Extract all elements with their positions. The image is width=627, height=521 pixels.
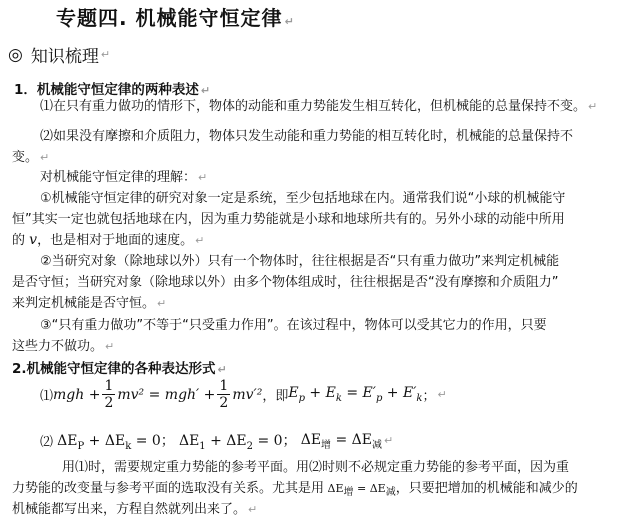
line-text: 恒”其实一定也就包括地球在内，因为重力势能就是小球和地球所共有的。另外小球的动能中所用 [12,212,565,227]
paragraph-mark: ↵ [200,84,211,97]
equation-symbol: ΔE [57,433,78,449]
paragraph-point-1-line3 [12,231,204,250]
paragraph-mark: ↵ [157,297,167,310]
line-text: ②当研究对象（除地球以外）只有一个物体时，往往根据是否“只有重力做功”来判定机械能 [40,254,560,269]
paragraph-mark: ↵ [384,434,394,448]
equation-delta-pk [57,430,175,452]
equation-subscript: 1 [199,440,206,452]
paragraph-point-3-line2 [12,337,114,356]
line-text: 这些力不做功。 [12,339,104,354]
equation-symbol: = 0； [131,433,175,449]
paragraph-mark: ↵ [437,388,447,401]
line-text: ①机械能守恒定律的研究对象一定是系统，至少包括地球在内。通常我们说“小球的机械能守 [40,191,566,206]
paragraph-mark: ↵ [248,503,258,516]
line-text: ，也是相对于地面的速度。 [37,233,194,248]
line-text: 机械能都写出来，方程自然就列出来了。 [12,502,247,517]
equation-1 [40,378,447,411]
equation-subscript: 减 [372,439,383,451]
equation-subscript: 增 [321,439,332,451]
paragraph-mark: ↵ [40,151,50,164]
paragraph-mark: ↵ [588,100,598,113]
equation-energy-sum: $E_p + E_k = E'_p + E'_k$ [288,385,423,404]
equation-delta-12 [179,430,297,452]
paragraph-point-1-line1 [40,189,565,208]
equation-symbol: ΔE [178,433,200,449]
paragraph-usage-line1 [62,458,569,477]
equation-2 [40,430,393,452]
fraction-half [217,378,230,411]
paragraph-mark: ↵ [217,363,227,376]
equation-symbol: = ΔE [353,482,386,495]
paragraph-statement-1 [40,97,597,116]
paragraph-point-2-line1 [40,252,559,271]
equation-subscript: k [125,440,132,452]
equation-term: mgh + [53,386,101,403]
line-text: ，只要把增加的机械能和减少的 [395,481,578,496]
line-text: 力势能的改变量与参考平面的选取没有关系。尤其是用 [12,481,325,496]
inline-equation [324,482,396,499]
paragraph-mark: ↵ [284,15,295,28]
title-text: 专题四. 机械能守恒定律 [56,6,283,30]
paragraph-mark: ↵ [198,171,208,184]
section-label: 知识梳理 [30,47,99,67]
line-text: 是否守恒；当研究对象（除地球以外）由多个物体组成时，往往根据是否“没有摩擦和介质阻力” [12,275,559,290]
paragraph-statement-2-line1 [40,127,573,146]
double-circle-icon: ◎ [8,44,23,65]
heading-text: 2.机械能守恒定律的各种表达形式 [12,361,216,377]
line-text: 变。 [12,150,39,165]
paragraph-point-3-line1 [40,316,547,335]
equation-subscript: P [77,440,85,452]
line-text: 的 [12,233,26,248]
paragraph-usage-line2 [12,479,578,502]
line-text: ⑵如果没有摩擦和介质阻力，物体只发生动能和重力势能的相互转化时，机械能的总量保持不 [40,129,574,144]
equation-label: ⑴ [40,389,54,404]
fraction-numerator: 1 [219,378,229,394]
paragraph-mark: ↵ [100,48,111,61]
fraction-denominator: 2 [219,395,229,411]
fraction-numerator: 1 [104,378,114,394]
page-title [56,2,295,31]
line-text: 对机械能守恒定律的理解： [40,170,197,185]
line-text: ⑴在只有重力做功的情形下，物体的动能和重力势能发生相互转化，但机械能的总量保持不变。 [40,99,587,114]
paragraph-point-2-line2 [12,273,558,292]
equation-delta-increase-decrease [301,432,382,451]
equation-separator: ，即 [262,389,289,404]
equation-symbol: ΔE [300,431,322,448]
section-heading [8,42,110,67]
equation-subscript: 减 [385,487,396,499]
equation-term: mv′² [232,386,263,403]
line-text: ③“只有重力做功”不等于“只受重力作用”。在该过程中，物体可以受其它力的作用，只要 [40,318,547,333]
equation-symbol: ΔE [327,482,344,495]
fraction-half [102,378,115,411]
paragraph-usage-line3 [12,500,257,519]
line-text: 用⑴时，需要规定重力势能的参考平面。用⑵时则不必规定重力势能的参考平面，因为重 [62,460,570,475]
paragraph-mark: ↵ [105,340,115,353]
equation-tail: ； [422,389,436,404]
heading-two-statements [14,78,210,98]
equation-symbol: + ΔE [205,433,247,449]
equation-symbol: = 0； [253,433,297,449]
paragraph-mark: ↵ [195,234,205,247]
paragraph-point-1-line2 [12,210,565,229]
equation-subscript: 增 [343,487,354,499]
line-text: 来判定机械能是否守恒。 [12,296,156,311]
heading-text: 1．机械能守恒定律的两种表述 [14,82,199,98]
equation-label: ⑵ [40,435,54,451]
velocity-symbol: v [29,232,38,248]
fraction-denominator: 2 [104,395,114,411]
equation-term: mv² = mgh′ + [117,386,216,403]
equation-symbol: = ΔE [331,431,373,448]
paragraph-understanding [40,168,207,187]
equation-subscript: 2 [246,440,254,452]
equation-symbol: + ΔE [84,433,126,449]
paragraph-point-2-line3 [12,294,166,313]
paragraph-statement-2-line2 [12,148,49,167]
heading-expression-forms [12,357,227,377]
